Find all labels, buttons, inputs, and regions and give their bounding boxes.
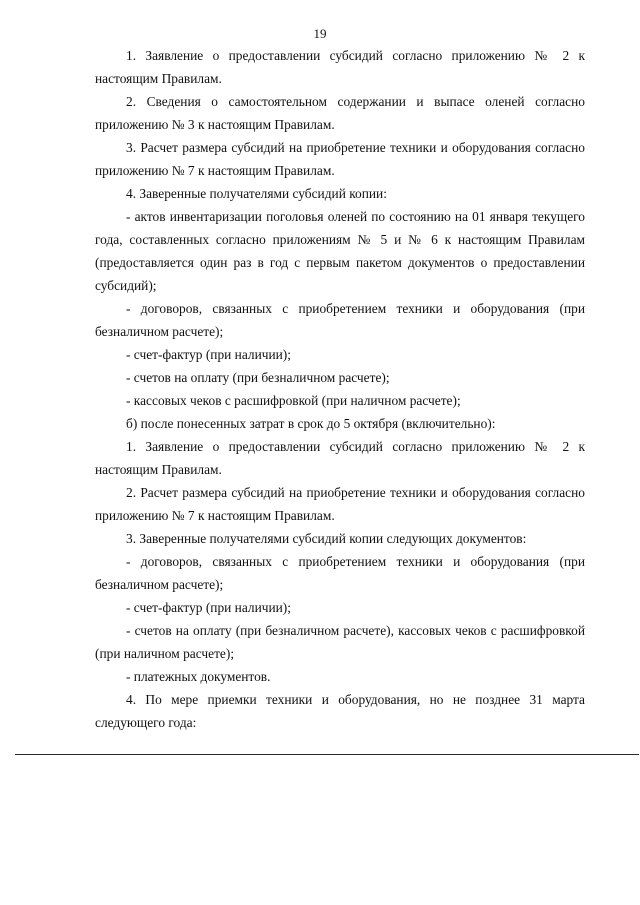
paragraph-certified-copies-2: 3. Заверенные получателями субсидий копии следующих документов: — [126, 531, 527, 546]
paragraph-subsidy-calculation-2: 2. Расчет размера субсидий на приобретение техники и оборудования согласно приложению № 7 к настоящим Правилам. — [95, 485, 585, 523]
paragraph-acceptance-deadline: 4. По мере приемки техники и оборудования, но не позднее 31 марта следующего года: — [95, 692, 585, 730]
paragraph-subsidy-calculation-1: 3. Расчет размера субсидий на приобретение техники и оборудования согласно приложению № 7 к настоящим Правилам. — [95, 140, 585, 178]
paragraph-reindeer-info: 2. Сведения о самостоятельном содержании и выпасе оленей согласно приложению № 3 к настоящим Правилам. — [95, 94, 585, 132]
list-item-payment-bills-2: - счетов на оплату (при безналичном расчете), кассовых чеков с расшифровкой (при наличном расчете); — [95, 623, 585, 661]
paragraph-application-2: 1. Заявление о предоставлении субсидий согласно приложению № 2 к настоящим Правилам. — [95, 439, 585, 477]
list-item-contracts-1: - договоров, связанных с приобретением техники и оборудования (при безналичном расчете); — [95, 301, 585, 339]
list-item-payment-bills-1: - счетов на оплату (при безналичном расчете); — [126, 370, 390, 385]
footer-divider — [15, 754, 639, 755]
paragraph-application-1: 1. Заявление о предоставлении субсидий согласно приложению № 2 к настоящим Правилам. — [95, 48, 585, 86]
list-item-payment-documents: - платежных документов. — [126, 669, 271, 684]
page-number: 19 — [313, 26, 327, 41]
list-item-contracts-2: - договоров, связанных с приобретением техники и оборудования (при безналичном расчете); — [95, 554, 585, 592]
list-item-cash-receipts: - кассовых чеков с расшифровкой (при наличном расчете); — [126, 393, 461, 408]
paragraph-certified-copies-1: 4. Заверенные получателями субсидий копии: — [126, 186, 387, 201]
document-body — [95, 44, 585, 734]
list-item-inventory-acts: - актов инвентаризации поголовья оленей по состоянию на 01 января текущего года, составленных согласно приложениям № 5 и № 6 к настоящим Правилам (предоставляется один раз в год с первым пакетом документов о предоставлении субсидий); — [95, 209, 585, 293]
list-item-invoices-2: - счет-фактур (при наличии); — [126, 600, 291, 615]
section-b-heading: б) после понесенных затрат в срок до 5 октября (включительно): — [126, 416, 496, 431]
list-item-invoices-1: - счет-фактур (при наличии); — [126, 347, 291, 362]
